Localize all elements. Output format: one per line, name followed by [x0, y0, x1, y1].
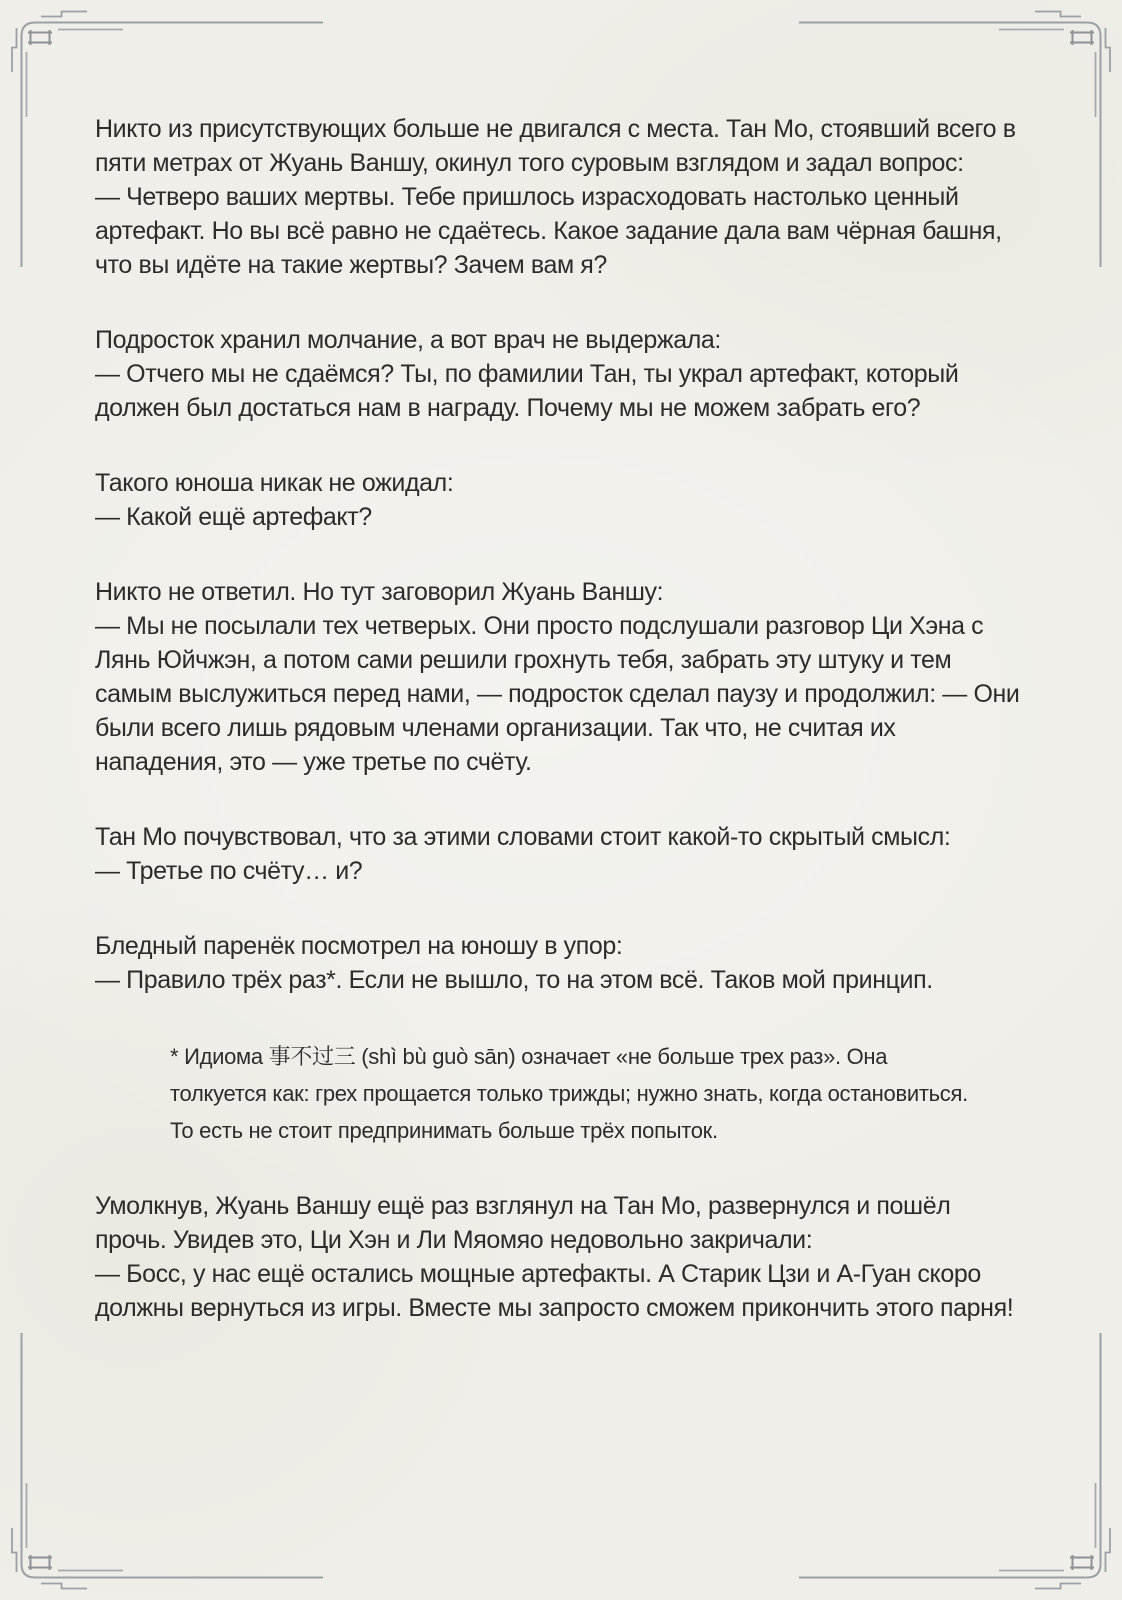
dialogue-line: — Какой ещё артефакт?	[95, 503, 372, 531]
dialogue-line: — Правило трёх раз*. Если не вышло, то на этом всё. Таков мой принцип.	[95, 966, 933, 994]
paragraph	[95, 466, 1025, 534]
paragraph	[95, 323, 1025, 425]
narration-line: Бледный паренёк посмотрел на юношу в упор:	[95, 932, 623, 960]
paragraph	[95, 575, 1025, 779]
footnote-text: * Идиома 事不过三 (shì bù guò sān) означает «не больше трех раз». Она толкуется как: грех прощается только трижды; нужно знать, когда остановиться. То есть не стоит предпринимать больше трёх попыток.	[170, 1044, 968, 1143]
paragraph	[95, 112, 1025, 282]
page-text	[95, 112, 1025, 1366]
dialogue-line: — Третье по счёту… и?	[95, 857, 363, 885]
paragraph	[95, 820, 1025, 888]
paragraph	[95, 1189, 1025, 1325]
paragraph	[95, 929, 1025, 997]
dialogue-line: — Босс, у нас ещё остались мощные артефакты. А Старик Цзи и А-Гуан скоро должны вернуться из игры. Вместе мы запросто сможем прикончить этого парня!	[95, 1260, 1014, 1322]
narration-line: Умолкнув, Жуань Ваншу ещё раз взглянул на Тан Мо, развернулся и пошёл прочь. Увидев это, Ци Хэн и Ли Мяомяо недовольно закричали:	[95, 1192, 951, 1254]
narration-line: Никто не ответил. Но тут заговорил Жуань Ваншу:	[95, 578, 664, 606]
narration-line: Тан Мо почувствовал, что за этими словами стоит какой-то скрытый смысл:	[95, 823, 951, 851]
translator-footnote	[170, 1038, 970, 1149]
narration-line: Никто из присутствующих больше не двигался с места. Тан Мо, стоявший всего в пяти метрах от Жуань Ваншу, окинул того суровым взглядом и задал вопрос:	[95, 115, 1016, 177]
dialogue-line: — Четверо ваших мертвы. Тебе пришлось израсходовать настолько ценный артефакт. Но вы всё равно не сдаётесь. Какое задание дала вам чёрная башня, что вы идёте на такие жертвы? Зачем вам я?	[95, 183, 1002, 279]
dialogue-line: — Мы не посылали тех четверых. Они просто подслушали разговор Ци Хэна с Лянь Юйчжэн, а потом сами решили грохнуть тебя, забрать эту штуку и тем самым выслужиться перед нами, — подросток сделал паузу и продолжил: — Они были всего лишь рядовым членами организации. Так что, не считая их нападения, это — уже третье по счёту.	[95, 612, 1020, 776]
narration-line: Такого юноша никак не ожидал:	[95, 469, 454, 497]
narration-line: Подросток хранил молчание, а вот врач не выдержала:	[95, 326, 721, 354]
dialogue-line: — Отчего мы не сдаёмся? Ты, по фамилии Тан, ты украл артефакт, который должен был достаться нам в награду. Почему мы не можем забрать его?	[95, 360, 959, 422]
